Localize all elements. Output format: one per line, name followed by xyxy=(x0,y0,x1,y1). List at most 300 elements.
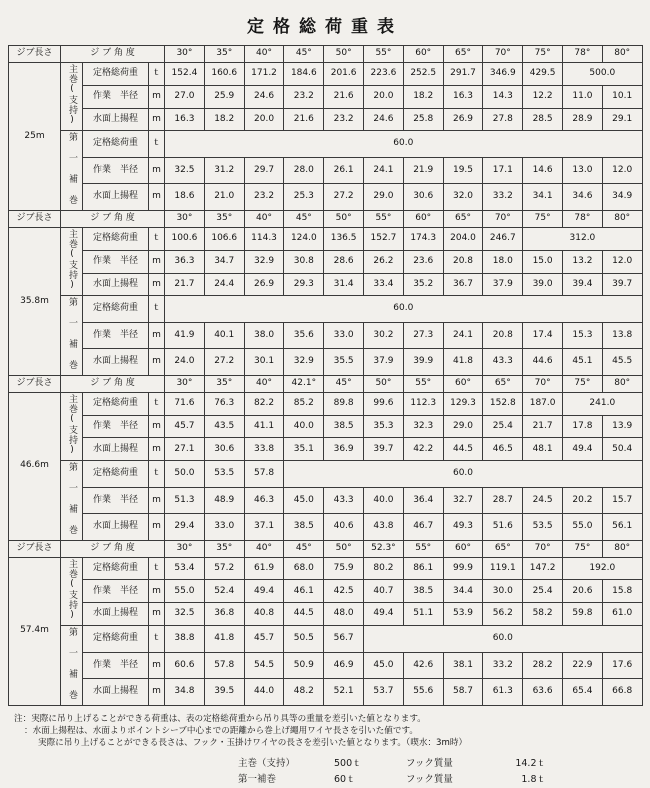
cell-aux-radius-1: 57.8 xyxy=(204,652,244,678)
cell-main-rated-1: 106.6 xyxy=(204,227,244,250)
table-row xyxy=(9,603,643,626)
cell-aux-radius-6: 21.9 xyxy=(403,157,443,183)
main-rated-load-merged: 192.0 xyxy=(563,557,643,580)
cell-aux-radius-4: 43.3 xyxy=(324,487,364,513)
cell-aux-lift_height-3: 32.9 xyxy=(284,349,324,376)
row-label: 定格総荷重 xyxy=(83,227,149,250)
cell-aux-radius-2: 54.5 xyxy=(244,652,284,678)
cell-main-radius-2: 24.6 xyxy=(244,85,284,108)
cell-main-radius-5: 40.7 xyxy=(364,580,404,603)
cell-main-rated-2: 171.2 xyxy=(244,63,284,86)
cell-main-radius-9: 21.7 xyxy=(523,415,563,438)
cell-aux-lift_height-11: 34.9 xyxy=(602,184,642,211)
cell-main-rated-5: 152.7 xyxy=(364,227,404,250)
cell-aux-radius-11: 15.7 xyxy=(602,487,642,513)
cell-aux-radius-8: 33.2 xyxy=(483,652,523,678)
cell-aux-radius-1: 31.2 xyxy=(204,157,244,183)
row-label: 水面上揚程 xyxy=(83,679,149,706)
row-unit: m xyxy=(149,349,165,376)
cell-main-rated-7: 291.7 xyxy=(443,63,483,86)
row-label: 水面上揚程 xyxy=(83,514,149,541)
cell-aux-lift_height-6: 46.7 xyxy=(403,514,443,541)
length-header: ジブ長さ xyxy=(9,210,61,227)
table-row xyxy=(9,580,643,603)
row-label: 作業 半径 xyxy=(83,415,149,438)
cell-main-lift_height-3: 29.3 xyxy=(284,273,324,296)
row-unit: m xyxy=(149,85,165,108)
cell-aux-radius-6: 42.6 xyxy=(403,652,443,678)
cell-aux-lift_height-3: 25.3 xyxy=(284,184,324,211)
row-label: 定格総荷重 xyxy=(83,131,149,157)
row-unit: m xyxy=(149,514,165,541)
cell-aux-radius-6: 36.4 xyxy=(403,487,443,513)
cell-main-rated-1: 76.3 xyxy=(204,392,244,415)
aux-rated-load-merged: 60.0 xyxy=(165,131,643,157)
main-rated-load-merged: 241.0 xyxy=(563,392,643,415)
cell-main-rated-2: 61.9 xyxy=(244,557,284,580)
angle-col-0: 30° xyxy=(165,375,205,392)
cell-main-radius-11: 10.1 xyxy=(602,85,642,108)
angle-header: ジ ブ 角 度 xyxy=(61,46,165,63)
cell-main-lift_height-0: 21.7 xyxy=(165,273,205,296)
cell-aux-lift_height-10: 34.6 xyxy=(563,184,603,211)
cell-aux-radius-8: 20.8 xyxy=(483,322,523,348)
cell-aux-radius-4: 26.1 xyxy=(324,157,364,183)
row-label: 水面上揚程 xyxy=(83,349,149,376)
cell-aux-radius-9: 17.4 xyxy=(523,322,563,348)
cell-main-lift_height-8: 56.2 xyxy=(483,603,523,626)
cell-main-rated-7: 204.0 xyxy=(443,227,483,250)
cell-aux-rated-0: 50.0 xyxy=(165,461,205,487)
row-label: 定格総荷重 xyxy=(83,626,149,652)
cell-aux-radius-3: 45.0 xyxy=(284,487,324,513)
cell-main-lift_height-8: 27.8 xyxy=(483,108,523,131)
row-unit: m xyxy=(149,438,165,461)
angle-col-2: 40° xyxy=(244,210,284,227)
angle-col-6: 60° xyxy=(403,46,443,63)
cell-main-lift_height-4: 36.9 xyxy=(324,438,364,461)
table-row xyxy=(9,108,643,131)
row-label: 定格総荷重 xyxy=(83,63,149,86)
cell-aux-radius-5: 40.0 xyxy=(364,487,404,513)
angle-col-4: 45° xyxy=(324,375,364,392)
cell-main-lift_height-9: 39.0 xyxy=(523,273,563,296)
row-label: 水面上揚程 xyxy=(83,273,149,296)
cell-aux-lift_height-0: 29.4 xyxy=(165,514,205,541)
angle-col-3: 45° xyxy=(284,540,324,557)
row-unit: m xyxy=(149,415,165,438)
cell-main-lift_height-11: 61.0 xyxy=(602,603,642,626)
cell-main-rated-9: 187.0 xyxy=(523,392,563,415)
table-row xyxy=(9,415,643,438)
cell-aux-lift_height-10: 55.0 xyxy=(563,514,603,541)
cell-main-radius-11: 15.8 xyxy=(602,580,642,603)
angle-col-11: 80° xyxy=(602,540,642,557)
cell-aux-lift_height-1: 27.2 xyxy=(204,349,244,376)
main-rated-load-merged: 312.0 xyxy=(523,227,642,250)
cell-main-lift_height-10: 39.4 xyxy=(563,273,603,296)
row-unit: ｔ xyxy=(149,227,165,250)
cell-main-radius-1: 25.9 xyxy=(204,85,244,108)
table-row xyxy=(9,184,643,211)
cell-main-rated-2: 82.2 xyxy=(244,392,284,415)
cell-aux-radius-5: 45.0 xyxy=(364,652,404,678)
cell-main-lift_height-2: 40.8 xyxy=(244,603,284,626)
cell-aux-radius-8: 28.7 xyxy=(483,487,523,513)
row-unit: ｔ xyxy=(149,557,165,580)
cell-main-radius-8: 14.3 xyxy=(483,85,523,108)
cell-main-rated-8: 152.8 xyxy=(483,392,523,415)
angle-col-7: 60° xyxy=(443,375,483,392)
cell-main-lift_height-11: 50.4 xyxy=(602,438,642,461)
cell-aux-radius-2: 38.0 xyxy=(244,322,284,348)
main-hoist-group-label: 主巻(支持) xyxy=(61,227,83,295)
cell-aux-rated-3: 50.5 xyxy=(284,626,324,652)
angle-header: ジ ブ 角 度 xyxy=(61,210,165,227)
cell-main-lift_height-5: 49.4 xyxy=(364,603,404,626)
cell-main-radius-7: 20.8 xyxy=(443,250,483,273)
footer-row xyxy=(8,756,642,772)
cell-main-lift_height-5: 39.7 xyxy=(364,438,404,461)
angle-col-11: 80° xyxy=(602,210,642,227)
row-unit: m xyxy=(149,157,165,183)
cell-aux-lift_height-9: 53.5 xyxy=(523,514,563,541)
cell-aux-lift_height-6: 30.6 xyxy=(403,184,443,211)
cell-aux-rated-4: 56.7 xyxy=(324,626,364,652)
footer-item-0: フック質量 xyxy=(406,757,453,769)
cell-aux-radius-11: 13.8 xyxy=(602,322,642,348)
row-label: 作業 半径 xyxy=(83,652,149,678)
row-label: 定格総荷重 xyxy=(83,296,149,322)
cell-aux-lift_height-3: 38.5 xyxy=(284,514,324,541)
cell-main-radius-5: 20.0 xyxy=(364,85,404,108)
cell-main-rated-8: 246.7 xyxy=(483,227,523,250)
cell-main-lift_height-4: 23.2 xyxy=(324,108,364,131)
footer-value-0: 14.2ｔ xyxy=(515,757,546,769)
cell-aux-rated-1: 53.5 xyxy=(204,461,244,487)
cell-aux-radius-5: 24.1 xyxy=(364,157,404,183)
cell-aux-lift_height-1: 33.0 xyxy=(204,514,244,541)
cell-main-radius-0: 36.3 xyxy=(165,250,205,273)
row-label: 水面上揚程 xyxy=(83,603,149,626)
aux-hoist-group-label: 第 一 補 巻 xyxy=(61,131,83,210)
cell-aux-radius-11: 17.6 xyxy=(602,652,642,678)
cell-aux-lift_height-4: 52.1 xyxy=(324,679,364,706)
rated-load-table xyxy=(8,45,643,706)
cell-main-radius-11: 13.9 xyxy=(602,415,642,438)
cell-aux-lift_height-2: 44.0 xyxy=(244,679,284,706)
cell-main-rated-8: 119.1 xyxy=(483,557,523,580)
cell-main-radius-5: 35.3 xyxy=(364,415,404,438)
cell-main-radius-4: 28.6 xyxy=(324,250,364,273)
row-label: 水面上揚程 xyxy=(83,184,149,211)
cell-main-rated-1: 160.6 xyxy=(204,63,244,86)
cell-main-rated-6: 252.5 xyxy=(403,63,443,86)
jib-length-label: 25m xyxy=(9,63,61,211)
cell-main-radius-3: 23.2 xyxy=(284,85,324,108)
cell-main-lift_height-2: 20.0 xyxy=(244,108,284,131)
cell-main-rated-6: 174.3 xyxy=(403,227,443,250)
row-unit: m xyxy=(149,250,165,273)
main-hoist-group-label: 主巻(支持) xyxy=(61,392,83,460)
row-unit: m xyxy=(149,652,165,678)
footer-name-1: 第一補巻 xyxy=(238,774,277,785)
cell-main-lift_height-6: 25.8 xyxy=(403,108,443,131)
angle-col-8: 70° xyxy=(483,210,523,227)
cell-main-radius-3: 46.1 xyxy=(284,580,324,603)
cell-main-rated-8: 346.9 xyxy=(483,63,523,86)
cell-main-lift_height-11: 39.7 xyxy=(602,273,642,296)
angle-col-5: 55° xyxy=(364,46,404,63)
cell-aux-lift_height-8: 33.2 xyxy=(483,184,523,211)
cell-aux-lift_height-0: 34.8 xyxy=(165,679,205,706)
cell-main-lift_height-7: 44.5 xyxy=(443,438,483,461)
cell-main-radius-6: 32.3 xyxy=(403,415,443,438)
jib-length-label: 46.6m xyxy=(9,392,61,540)
note-1: 注：実際に吊り上げることができる荷重は、表の定格総荷重から吊り具等の重量を差引いた値となります。 xyxy=(14,713,426,724)
cell-main-rated-4: 201.6 xyxy=(324,63,364,86)
angle-col-5: 52.3° xyxy=(364,540,404,557)
table-row xyxy=(9,349,643,376)
cell-main-rated-5: 99.6 xyxy=(364,392,404,415)
cell-main-rated-3: 124.0 xyxy=(284,227,324,250)
angle-header-row xyxy=(9,210,643,227)
cell-aux-lift_height-2: 23.2 xyxy=(244,184,284,211)
cell-main-rated-3: 184.6 xyxy=(284,63,324,86)
cell-main-radius-6: 38.5 xyxy=(403,580,443,603)
row-unit: ｔ xyxy=(149,296,165,322)
angle-col-4: 50° xyxy=(324,46,364,63)
cell-aux-radius-8: 17.1 xyxy=(483,157,523,183)
table-row xyxy=(9,679,643,706)
cell-main-radius-3: 30.8 xyxy=(284,250,324,273)
cell-main-lift_height-6: 42.2 xyxy=(403,438,443,461)
cell-aux-rated-1: 41.8 xyxy=(204,626,244,652)
cell-main-lift_height-1: 36.8 xyxy=(204,603,244,626)
angle-col-6: 55° xyxy=(403,375,443,392)
cell-main-radius-8: 30.0 xyxy=(483,580,523,603)
row-unit: m xyxy=(149,580,165,603)
cell-aux-radius-1: 48.9 xyxy=(204,487,244,513)
cell-main-radius-2: 32.9 xyxy=(244,250,284,273)
angle-col-4: 50° xyxy=(324,540,364,557)
angle-col-11: 80° xyxy=(602,46,642,63)
cell-aux-lift_height-2: 30.1 xyxy=(244,349,284,376)
angle-col-8: 70° xyxy=(483,46,523,63)
cell-main-radius-2: 41.1 xyxy=(244,415,284,438)
angle-col-9: 75° xyxy=(523,46,563,63)
cell-main-lift_height-2: 33.8 xyxy=(244,438,284,461)
row-unit: m xyxy=(149,322,165,348)
cell-aux-radius-0: 41.9 xyxy=(165,322,205,348)
angle-col-5: 55° xyxy=(364,210,404,227)
cell-main-rated-6: 86.1 xyxy=(403,557,443,580)
footer-cap-0: 500ｔ xyxy=(334,757,362,769)
row-label: 作業 半径 xyxy=(83,250,149,273)
table-row xyxy=(9,626,643,652)
row-label: 水面上揚程 xyxy=(83,438,149,461)
row-unit: ｔ xyxy=(149,626,165,652)
cell-main-radius-0: 55.0 xyxy=(165,580,205,603)
angle-col-10: 75° xyxy=(563,375,603,392)
table-row xyxy=(9,250,643,273)
cell-aux-lift_height-3: 48.2 xyxy=(284,679,324,706)
angle-col-0: 30° xyxy=(165,210,205,227)
cell-main-radius-7: 34.4 xyxy=(443,580,483,603)
row-label: 作業 半径 xyxy=(83,157,149,183)
angle-col-3: 45° xyxy=(284,210,324,227)
cell-main-lift_height-8: 46.5 xyxy=(483,438,523,461)
length-header: ジブ長さ xyxy=(9,46,61,63)
cell-aux-radius-6: 27.3 xyxy=(403,322,443,348)
cell-aux-lift_height-4: 35.5 xyxy=(324,349,364,376)
cell-main-lift_height-7: 26.9 xyxy=(443,108,483,131)
footer-cap-1: 60ｔ xyxy=(334,774,356,785)
cell-main-lift_height-4: 48.0 xyxy=(324,603,364,626)
footer-block xyxy=(8,756,642,788)
cell-main-lift_height-11: 29.1 xyxy=(602,108,642,131)
cell-aux-radius-10: 22.9 xyxy=(563,652,603,678)
cell-main-radius-10: 17.8 xyxy=(563,415,603,438)
angle-col-7: 65° xyxy=(443,46,483,63)
cell-main-lift_height-5: 24.6 xyxy=(364,108,404,131)
table-row xyxy=(9,392,643,415)
cell-main-lift_height-9: 58.2 xyxy=(523,603,563,626)
cell-aux-lift_height-5: 43.8 xyxy=(364,514,404,541)
table-row xyxy=(9,322,643,348)
cell-main-lift_height-7: 53.9 xyxy=(443,603,483,626)
angle-col-2: 40° xyxy=(244,375,284,392)
angle-header-row xyxy=(9,540,643,557)
cell-aux-radius-0: 32.5 xyxy=(165,157,205,183)
table-row xyxy=(9,63,643,86)
cell-main-lift_height-8: 37.9 xyxy=(483,273,523,296)
angle-col-9: 70° xyxy=(523,540,563,557)
table-row xyxy=(9,487,643,513)
cell-main-lift_height-1: 30.6 xyxy=(204,438,244,461)
main-hoist-group-label: 主巻(支持) xyxy=(61,63,83,131)
cell-main-lift_height-0: 32.5 xyxy=(165,603,205,626)
cell-aux-lift_height-10: 45.1 xyxy=(563,349,603,376)
cell-main-radius-10: 11.0 xyxy=(563,85,603,108)
cell-aux-radius-7: 19.5 xyxy=(443,157,483,183)
angle-col-8: 65° xyxy=(483,375,523,392)
angle-col-10: 75° xyxy=(563,540,603,557)
cell-aux-rated-2: 45.7 xyxy=(244,626,284,652)
cell-main-lift_height-2: 26.9 xyxy=(244,273,284,296)
cell-aux-radius-3: 50.9 xyxy=(284,652,324,678)
cell-main-radius-4: 21.6 xyxy=(324,85,364,108)
cell-main-radius-6: 18.2 xyxy=(403,85,443,108)
angle-header: ジ ブ 角 度 xyxy=(61,375,165,392)
cell-main-radius-10: 20.6 xyxy=(563,580,603,603)
cell-aux-radius-9: 24.5 xyxy=(523,487,563,513)
cell-aux-lift_height-7: 32.0 xyxy=(443,184,483,211)
cell-main-radius-0: 27.0 xyxy=(165,85,205,108)
cell-main-rated-6: 112.3 xyxy=(403,392,443,415)
cell-aux-radius-1: 40.1 xyxy=(204,322,244,348)
row-unit: m xyxy=(149,487,165,513)
cell-aux-radius-4: 46.9 xyxy=(324,652,364,678)
cell-aux-lift_height-5: 29.0 xyxy=(364,184,404,211)
cell-aux-radius-9: 14.6 xyxy=(523,157,563,183)
cell-main-radius-4: 38.5 xyxy=(324,415,364,438)
cell-main-lift_height-0: 27.1 xyxy=(165,438,205,461)
angle-col-1: 35° xyxy=(204,375,244,392)
angle-col-1: 35° xyxy=(204,540,244,557)
footer-name-0: 主巻（支持） xyxy=(238,757,296,769)
cell-main-radius-6: 23.6 xyxy=(403,250,443,273)
row-unit: ｔ xyxy=(149,131,165,157)
cell-aux-lift_height-9: 44.6 xyxy=(523,349,563,376)
angle-col-9: 75° xyxy=(523,210,563,227)
aux-rated-load-merged: 60.0 xyxy=(165,296,643,322)
table-row xyxy=(9,131,643,157)
aux-hoist-group-label: 第 一 補 巻 xyxy=(61,626,83,705)
cell-main-lift_height-3: 21.6 xyxy=(284,108,324,131)
cell-aux-rated-2: 57.8 xyxy=(244,461,284,487)
cell-aux-lift_height-1: 21.0 xyxy=(204,184,244,211)
cell-main-rated-7: 129.3 xyxy=(443,392,483,415)
cell-main-radius-3: 40.0 xyxy=(284,415,324,438)
cell-main-rated-4: 136.5 xyxy=(324,227,364,250)
cell-aux-rated-0: 38.8 xyxy=(165,626,205,652)
angle-col-1: 35° xyxy=(204,46,244,63)
cell-main-radius-0: 45.7 xyxy=(165,415,205,438)
cell-aux-lift_height-5: 53.7 xyxy=(364,679,404,706)
cell-aux-lift_height-0: 18.6 xyxy=(165,184,205,211)
cell-aux-lift_height-7: 41.8 xyxy=(443,349,483,376)
angle-col-8: 65° xyxy=(483,540,523,557)
cell-main-lift_height-9: 28.5 xyxy=(523,108,563,131)
cell-main-radius-1: 52.4 xyxy=(204,580,244,603)
cell-main-radius-8: 25.4 xyxy=(483,415,523,438)
footer-value-1: 1.8ｔ xyxy=(521,774,546,785)
cell-main-radius-1: 43.5 xyxy=(204,415,244,438)
angle-col-3: 45° xyxy=(284,46,324,63)
angle-col-4: 50° xyxy=(324,210,364,227)
aux-rated-load-merged: 60.0 xyxy=(284,461,642,487)
cell-main-lift_height-4: 31.4 xyxy=(324,273,364,296)
angle-col-1: 35° xyxy=(204,210,244,227)
cell-main-rated-3: 68.0 xyxy=(284,557,324,580)
cell-aux-lift_height-8: 51.6 xyxy=(483,514,523,541)
cell-main-radius-7: 16.3 xyxy=(443,85,483,108)
row-label: 作業 半径 xyxy=(83,322,149,348)
row-unit: m xyxy=(149,603,165,626)
row-label: 定格総荷重 xyxy=(83,557,149,580)
cell-aux-radius-3: 28.0 xyxy=(284,157,324,183)
length-header: ジブ長さ xyxy=(9,375,61,392)
cell-aux-lift_height-2: 37.1 xyxy=(244,514,284,541)
cell-main-lift_height-9: 48.1 xyxy=(523,438,563,461)
cell-aux-radius-3: 35.6 xyxy=(284,322,324,348)
angle-col-0: 30° xyxy=(165,46,205,63)
cell-aux-lift_height-10: 65.4 xyxy=(563,679,603,706)
cell-aux-radius-9: 28.2 xyxy=(523,652,563,678)
cell-aux-lift_height-4: 40.6 xyxy=(324,514,364,541)
cell-aux-radius-0: 60.6 xyxy=(165,652,205,678)
page-title: 定格総荷重表 xyxy=(247,17,403,37)
table-row xyxy=(9,438,643,461)
cell-main-rated-9: 429.5 xyxy=(523,63,563,86)
cell-main-rated-7: 99.9 xyxy=(443,557,483,580)
cell-main-lift_height-0: 16.3 xyxy=(165,108,205,131)
cell-main-radius-2: 49.4 xyxy=(244,580,284,603)
cell-aux-radius-10: 15.3 xyxy=(563,322,603,348)
angle-col-5: 50° xyxy=(364,375,404,392)
table-row xyxy=(9,652,643,678)
